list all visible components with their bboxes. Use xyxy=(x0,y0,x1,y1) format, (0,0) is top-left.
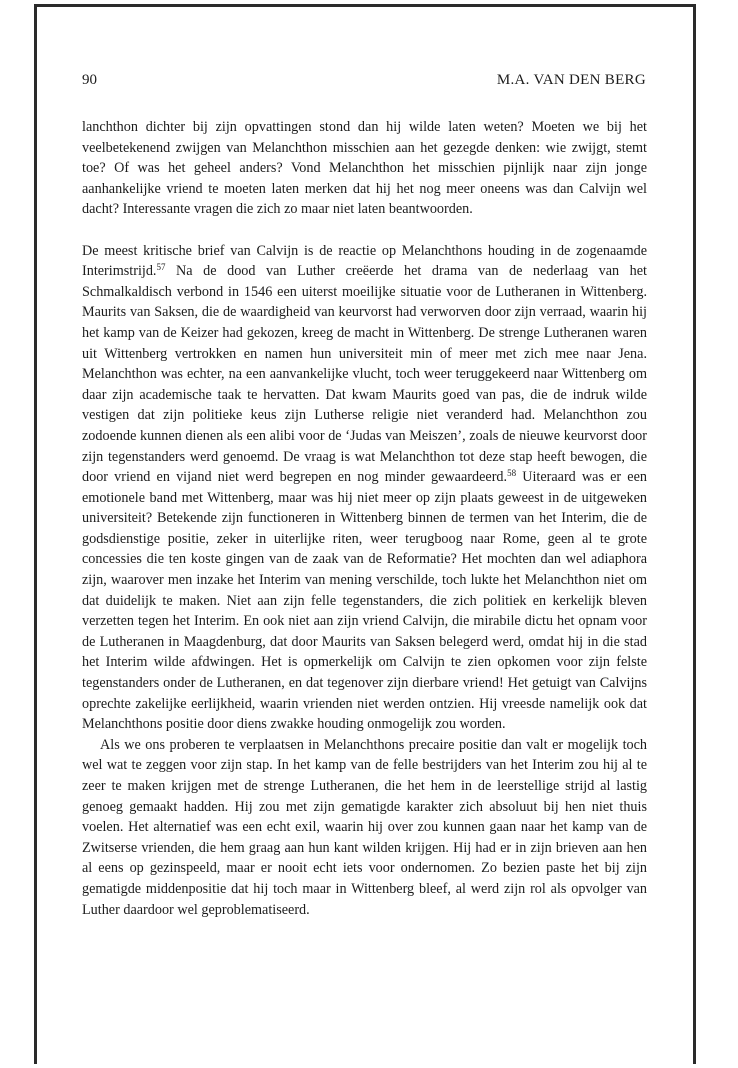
paragraph-1: lanchthon dichter bij zijn opvattingen stond dan hij wilde laten weten? Moeten we bij het veelbetekenend zwijgen van Melanchthon misschien aan het gezegde denken: wie zwijgt, stemt toe? Of was het geheel anders? Vond Melanchthon het misschien pijnlijk naar zijn jonge aanhankelijke vriend te moeten laten merken dat hij het nog meer oneens was dan Calvijn wel dacht? Interessante vragen die zich zo maar niet laten beantwoorden. xyxy=(82,119,647,218)
paragraph-2-part-c: Uiteraard was er een emotionele band met Wittenberg, maar was hij niet meer op zijn plaats geweest in de uitgeweken universiteit? Betekende zijn functioneren in Wittenberg binnen de termen van het Interim, die de godsdienstige positie, zeker in uiterlijke riten, weer terugboog naar Rome, geen al te grote concessies die ten koste gingen van de zaak van de Reformatie? Het mochten dan wel adiaphora zijn, waarover men inzake het Interim van mening verschilde, toch lukte het Melanchthon niet om dat duidelijk te maken. Niet aan zijn felle tegenstanders, die zich politiek en kerkelijk bleven verzetten tegen het Interim. En ook niet aan zijn vriend Calvijn, die mirabile dictu het opnam voor de Lutheranen in Maagdenburg, dat door Maurits van Saksen belegerd werd, omdat hij in die stad het Interim wilde afdwingen. Het is opmerkelijk om Calvijn te zien opkomen voor zijn felste tegenstanders onder de Lutheranen, en dat tegenover zijn dierbare vriend! Het getuigt van Calvijns oprechte zakelijke eerlijkheid, waarin vrienden niet werden ontzien. Hij vreesde namelijk ook dat Melanchthons positie door diens zwakke houding onmogelijk zou worden. xyxy=(82,469,647,733)
paragraph-2-part-b: Na de dood van Luther creëerde het drama van de nederlaag van het Schmalkaldisch verbond in 1546 een uiterst moeilijke situatie voor de Lutheranen in Wittenberg. Maurits van Saksen, die de waardigheid van keurvorst had verworven door zijn verraad, waarin hij het kamp van de Keizer had gekozen, kreeg de macht in Wittenberg. De strenge Lutheranen waren uit Wittenberg vertrokken en namen hun universiteit min of meer met zich mee naar Jena. Melanchthon was echter, na een aanvankelijke vlucht, toch weer teruggekeerd naar Wittenberg om daar zijn academische taak te hervatten. Dat kwam Maurits goed van pas, die de indruk wilde vestigen dat zijn politieke keus zijn Lutherse religie niet veranderd had. Melanchthon zou zodoende kunnen dienen als een alibi voor de ‘Judas van Meiszen’, zoals de nieuwe keurvorst door zijn tegenstanders werd genoemd. De vraag is wat Melanchthon tot deze stap heeft bewogen, die door vriend en vijand niet werd begrepen en nog minder gewaardeerd. xyxy=(82,263,647,486)
paragraph-3: Als we ons proberen te verplaatsen in Melanchthons precaire positie dan valt er mogelijk toch wel wat te zeggen voor zijn stap. In het kamp van de felle bestrijders van het Interim zou hij al te zeer te maken krijgen met de strenge Lutheranen, die het hem in de leerstellige strijd al lastig genoeg gemaakt hadden. Hij zou met zijn gematigde karakter zich absoluut bij hen niet thuis voelen. Het alternatief was een echt exil, waarin hij over zou kunnen gaan naar het kamp van de Zwitserse vrienden, die hem graag aan hun kant wilden krijgen. Hij had er in zijn brieven aan hen al eens op gezinspeeld, maar er nooit echt iets voor ondernomen. Zo bezien paste het bij zijn gematigde middenpositie dat hij toch maar in Wittenberg bleef, al werd zijn rol als opvolger van Luther daardoor wel geproblematiseerd. xyxy=(82,736,647,918)
running-author: M.A. VAN DEN BERG xyxy=(496,72,646,88)
paragraph-2 xyxy=(82,241,647,735)
footnote-ref-57: 57 xyxy=(156,262,166,273)
running-header xyxy=(82,70,646,90)
page-number: 90 xyxy=(82,72,97,88)
body-text xyxy=(82,117,647,920)
footnote-ref-58: 58 xyxy=(507,468,517,479)
paragraph-2-part-a: De meest kritische brief van Calvijn is de reactie op Melanchthons houding in de zogenaamde Interimstrijd. xyxy=(82,242,647,280)
